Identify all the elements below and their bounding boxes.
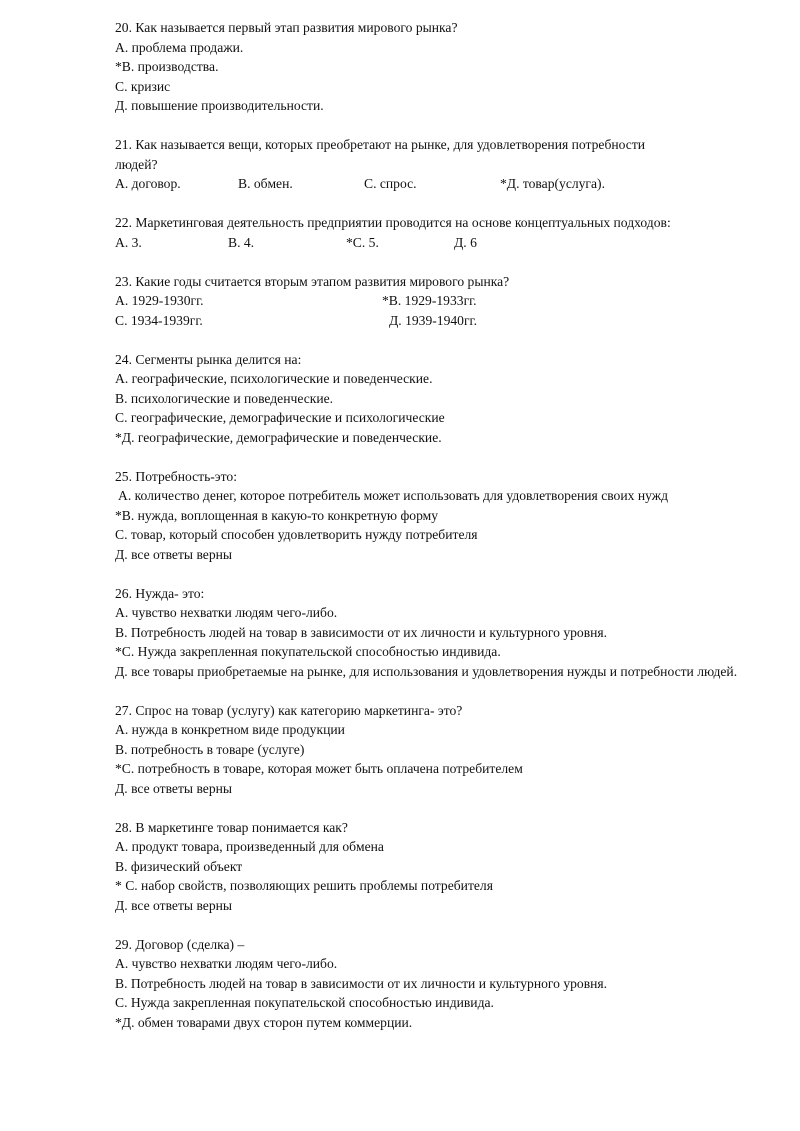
question-27 [115,701,743,799]
question-23 [115,272,743,331]
question-24 [115,350,743,448]
question-number: 22. [115,215,132,230]
answer-option-d: Д. 1939-1940гг. [389,312,477,328]
question-number: 28. [115,819,132,835]
answer-option-d: *Д. географические, демографические и поведенческие. [115,429,442,445]
question-stem: В маркетинге товар понимается как? [135,819,348,835]
question-number: 21. [115,137,132,152]
answer-option-a: А. договор. [115,176,181,191]
question-text [115,135,743,155]
question-25 [115,467,743,565]
answer-option-b: *В. производства. [115,59,219,74]
question-21 [115,135,743,194]
question-number: 27. [115,702,132,718]
question-text [115,272,743,292]
question-text [115,584,743,604]
question-text [115,701,743,721]
answer-option-d: *Д. обмен товарами двух сторон путем коммерции. [115,1014,413,1030]
question-stem: Маркетинговая деятельность предприятии проводится на основе концептуальных подходов: [135,215,671,230]
answer-option-d: Д. все ответы верны [115,897,233,913]
answer-option-a: А. 3. [115,234,142,250]
answer-option-a: А. количество денег, которое потребитель может использовать для удовлетворения своих нужд [118,488,669,503]
answer-option-c: С. 1934-1939гг. [115,312,203,328]
question-26 [115,584,743,682]
answer-option-b: *В. нужда, воплощенная в какую-то конкретную форму [115,507,439,523]
question-text [115,467,743,487]
answer-option-a: А. продукт товара, произведенный для обмена [115,839,384,854]
question-number: 29. [115,936,132,952]
answer-option-a: А. нужда в конкретном виде продукции [115,722,345,737]
answer-option-c: С. кризис [115,78,171,94]
answer-option-b: В. обмен. [238,176,293,191]
answer-option-a: А. проблема продажи. [115,39,244,55]
question-stem: Как называется вещи, которых преобретают на рынке, для удовлетворения потребности [135,137,646,152]
answer-option-b: *В. 1929-1933гг. [382,293,477,308]
question-text [115,350,743,370]
answer-option-c: *С. Нужда закрепленная покупательской способностью индивида. [115,644,501,659]
answer-option-a: А. чувство нехватки людям чего-либо. [115,605,338,620]
answer-option-c: С. товар, который способен удовлетворить нужду потребителя [115,527,478,542]
question-stem: Как называется первый этап развития мирового рынка? [135,20,458,35]
answer-option-c: *С. 5. [346,234,379,250]
answer-option-b: В. физический объект [115,858,243,874]
answer-options-row [115,174,743,194]
answer-option-b: В. Потребность людей на товар в зависимости от их личности и культурного уровня. [115,975,608,991]
answer-options-row [115,311,743,331]
question-number: 20. [115,20,132,35]
question-number: 23. [115,273,132,289]
question-stem: Потребность-это: [135,468,237,484]
question-22 [115,213,743,252]
answer-option-c: *С. потребность в товаре, которая может быть оплачена потребителем [115,761,523,776]
question-29 [115,935,743,1033]
answer-option-c: * С. набор свойств, позволяющих решить проблемы потребителя [115,878,493,893]
answer-option-c: С. Нужда закрепленная покупательской способностью индивида. [115,995,494,1010]
question-number: 25. [115,468,132,484]
question-text [115,818,743,838]
question-stem-continued: людей? [115,156,158,172]
answer-options-row [115,291,743,311]
question-text [115,935,743,955]
question-stem: Сегменты рынка делится на: [135,351,302,367]
answer-option-d: Д. повышение производительности. [115,98,324,113]
answer-option-b: В. 4. [228,234,255,250]
answer-option-c: С. спрос. [364,176,417,191]
answer-option-a: А. 1929-1930гг. [115,293,204,308]
answer-option-a: А. чувство нехватки людям чего-либо. [115,956,338,971]
answer-options-row [115,233,743,253]
question-28 [115,818,743,916]
question-stem: Договор (сделка) – [135,936,245,952]
answer-option-c: С. географические, демографические и психологические [115,410,445,425]
question-text [115,213,743,233]
answer-option-d: Д. все ответы верны [115,546,233,562]
answer-option-b: В. потребность в товаре (услуге) [115,741,305,757]
question-number: 24. [115,351,132,367]
question-stem: Нужда- это: [135,585,205,601]
answer-option-d: Д. все товары приобретаемые на рынке, для использования и удовлетворения нужды и потребности людей. [115,663,738,679]
answer-option-d: Д. все ответы верны [115,780,233,796]
answer-option-d: Д. 6 [454,234,477,250]
answer-option-d: *Д. товар(услуга). [500,176,605,191]
question-stem: Какие годы считается вторым этапом развития мирового рынка? [135,273,510,289]
answer-option-b: В. Потребность людей на товар в зависимости от их личности и культурного уровня. [115,624,608,640]
answer-option-b: В. психологические и поведенческие. [115,390,334,406]
question-text [115,18,743,38]
question-stem: Спрос на товар (услугу) как категорию маркетинга- это? [135,702,463,718]
answer-option-a: А. географические, психологические и поведенческие. [115,371,433,386]
document-page [115,18,743,1052]
question-number: 26. [115,585,132,601]
question-20 [115,18,743,116]
